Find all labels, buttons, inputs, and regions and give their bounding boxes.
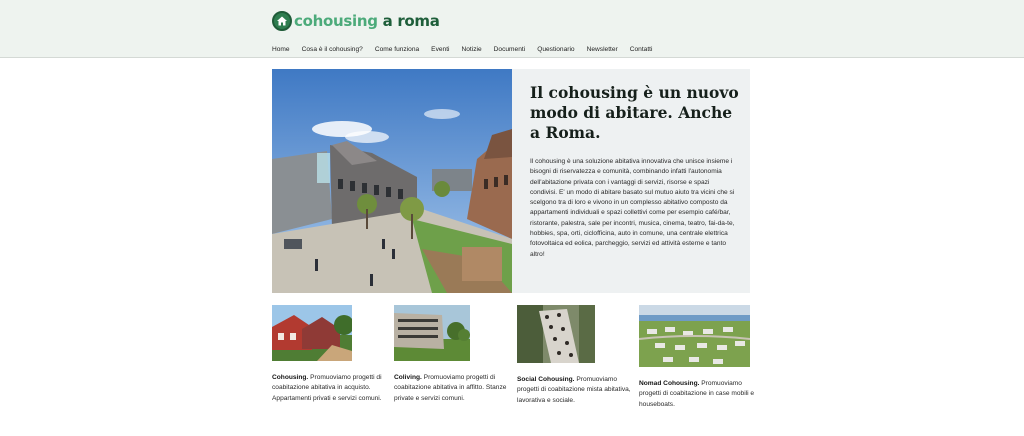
card-nomad-cohousing[interactable]: [639, 305, 755, 408]
nav-questionario[interactable]: Questionario: [537, 46, 575, 53]
card-social-cohousing[interactable]: [517, 305, 631, 404]
nav-notizie[interactable]: Notizie: [461, 46, 482, 53]
nav-newsletter[interactable]: Newsletter: [586, 46, 618, 53]
card-desc-coliving: Promuoviamo progetti di coabitazione abitativa in affitto. Stanze private e servizi comuni.: [394, 374, 507, 402]
card-text-coliving: [394, 373, 512, 404]
hero-image: [272, 69, 512, 293]
nav-eventi[interactable]: Eventi: [431, 46, 450, 53]
card-title-social-cohousing: Social Cohousing.: [517, 376, 575, 383]
nav-cosa-e-il-cohousing[interactable]: Cosa è il cohousing?: [301, 46, 363, 53]
card-text-nomad-cohousing: [639, 379, 757, 410]
card-text-cohousing: [272, 373, 390, 404]
hero-title: Il cohousing è un nuovo modo di abitare. Anche a Roma.: [530, 83, 739, 142]
site-logo[interactable]: [272, 10, 440, 32]
logo-text-a-roma: a roma: [377, 12, 440, 30]
card-title-cohousing: Cohousing.: [272, 374, 309, 381]
card-text-social-cohousing: [517, 375, 635, 406]
logo-text: [294, 11, 440, 31]
card-title-nomad-cohousing: Nomad Cohousing.: [639, 380, 700, 387]
card-image-cohousing[interactable]: [272, 305, 352, 361]
hero-description: Il cohousing è una soluzione abitativa innovativa che unisce insieme i bisogni di riservatezza e comunità, combinando infatti l'autonomia dell'abitazione privata con i vantaggi di servizi, risorse e spazi condivisi. E' un modo di abitare basato sul mutuo aiuto tra vicini che si scelgono tra di loro e vivono in un complesso abitativo composto da appartamenti individuali e spazi collettivi come per esempio café/bar, ristorante, palestra, sale per incontri, musica, cinema, teatro, fai-da-te, hobbies, spa, orti, ciclofficina, auto in comune, una centrale elettrica fotovoltaica ed eolica, parcheggio, servizi ed attività esterne e tanto altro!: [530, 158, 735, 258]
house-icon: [272, 11, 292, 31]
site-header: [0, 0, 1024, 58]
card-cohousing[interactable]: [272, 305, 384, 402]
logo-text-cohousing: cohousing: [294, 12, 378, 30]
nav-contatti[interactable]: Contatti: [629, 46, 653, 53]
card-desc-cohousing: Promuoviamo progetti di coabitazione abitativa in acquisto. Appartamenti privati e servizi comuni.: [272, 374, 382, 402]
hero-panel: [512, 69, 750, 293]
card-desc-social-cohousing: Promuoviamo progetti di coabitazione mista abitativa, lavorativa e sociale.: [517, 376, 631, 404]
card-desc-nomad-cohousing: Promuoviamo progetti di coabitazione in case mobili e houseboats.: [639, 380, 755, 408]
nav-documenti[interactable]: Documenti: [493, 46, 526, 53]
card-image-coliving[interactable]: [394, 305, 470, 361]
main-nav: [272, 45, 664, 54]
card-title-coliving: Coliving.: [394, 374, 422, 381]
card-coliving[interactable]: [394, 305, 507, 402]
card-image-social-cohousing[interactable]: [517, 305, 595, 363]
card-image-nomad-cohousing[interactable]: [639, 305, 750, 367]
nav-come-funziona[interactable]: Come funziona: [374, 46, 420, 53]
nav-home[interactable]: Home: [272, 46, 290, 53]
